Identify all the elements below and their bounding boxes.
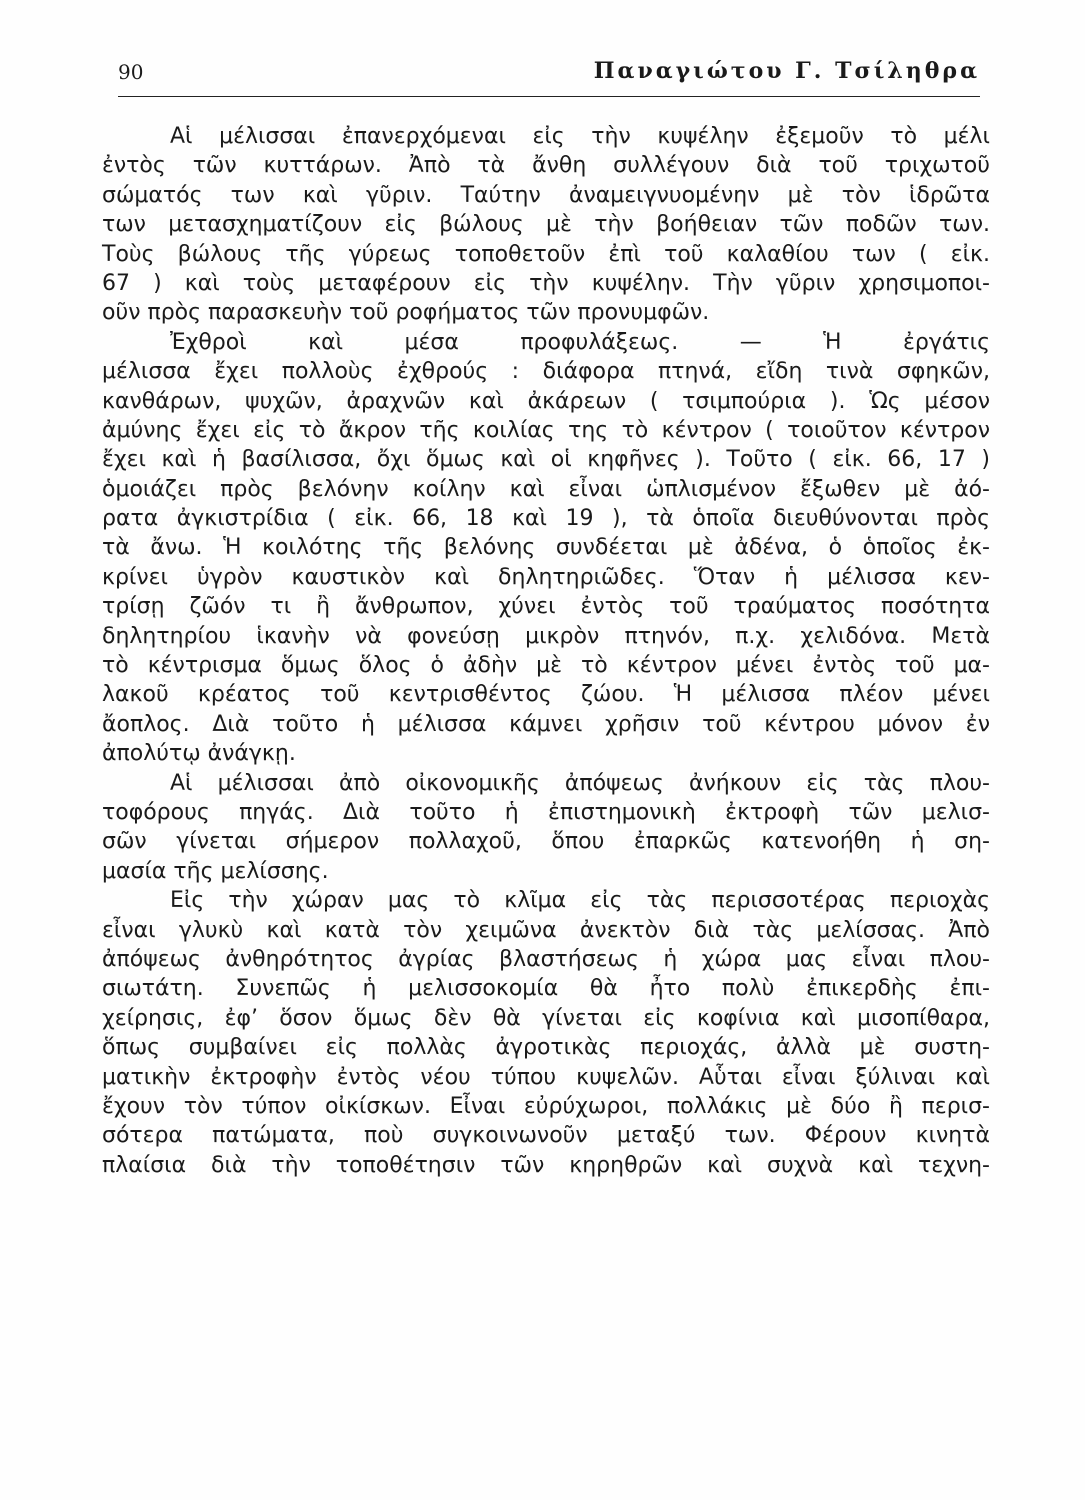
text-line: των μετασχηματίζουν εἰς βώλους μὲ τὴν βοήθειαν τῶν ποδῶν των.	[102, 212, 990, 238]
text-line: Τοὺς βώλους τῆς γύρεως τοποθετοῦν ἐπὶ τοῦ καλαθίου των ( εἰκ.	[102, 241, 990, 267]
text-line: σιωτάτη. Συνεπῶς ἡ μελισσοκομία θὰ ἦτο πολὺ ἐπικερδὴς ἐπι-	[102, 976, 990, 1002]
text-line: τὰ ἄνω. Ἡ κοιλότης τῆς βελόνης συνδέεται μὲ ἀδένα, ὁ ὁποῖος ἐκ-	[102, 535, 990, 561]
text-line: πλαίσια διὰ τὴν τοποθέτησιν τῶν κηρηθρῶν καὶ συχνὰ καὶ τεχνη-	[102, 1152, 990, 1178]
text-line: ἐντὸς τῶν κυττάρων. Ἀπὸ τὰ ἄνθη συλλέγουν διὰ τοῦ τριχωτοῦ	[102, 153, 990, 179]
text-line: ἀμύνης ἔχει εἰς τὸ ἄκρον τῆς κοιλίας της τὸ κέντρον ( τοιοῦτον κέντρον	[102, 417, 990, 443]
page-header	[118, 58, 980, 92]
text-line: ὁμοιάζει πρὸς βελόνην κοίλην καὶ εἶναι ὡπλισμένον ἔξωθεν μὲ ἀό-	[102, 476, 990, 502]
text-line: χείρησις, ἐφ’ ὅσον ὅμως δὲν θὰ γίνεται εἰς κοφίνια καὶ μισοπίθαρα,	[102, 1005, 990, 1031]
text-line: ἔχουν τὸν τύπον οἰκίσκων. Εἶναι εὐρύχωροι, πολλάκις μὲ δύο ἢ περισ-	[102, 1093, 990, 1119]
text-line: λακοῦ κρέατος τοῦ κεντρισθέντος ζώου. Ἡ μέλισσα πλέον μένει	[102, 682, 990, 708]
text-line: ἀπολύτῳ ἀνάγκῃ.	[102, 741, 296, 767]
text-line: ἀπόψεως ἀνθηρότητος ἀγρίας βλαστήσεως ἡ χώρα μας εἶναι πλου-	[102, 946, 990, 972]
body-text	[102, 122, 990, 1180]
section-heading-line: Ἐχθροὶ καὶ μέσα προφυλάξεως. — Ἡ ἐργάτις	[170, 329, 990, 355]
text-line: τοφόρους πηγάς. Διὰ τοῦτο ἡ ἐπιστημονικὴ ἐκτροφὴ τῶν μελισ-	[102, 799, 990, 825]
text-line: ρατα ἀγκιστρίδια ( εἰκ. 66, 18 καὶ 19 ), τὰ ὁποῖα διευθύνονται πρὸς	[102, 506, 990, 532]
text-line: μασία τῆς μελίσσης.	[102, 858, 329, 884]
running-title: Παναγιώτου Γ. Τσίληθρα	[593, 58, 980, 84]
text-line: Αἱ μέλισσαι ἀπὸ οἰκονομικῆς ἀπόψεως ἀνήκουν εἰς τὰς πλου-	[170, 770, 990, 796]
page-number: 90	[118, 60, 144, 84]
text-line: δηλητηρίου ἱκανὴν νὰ φονεύσῃ μικρὸν πτηνόν, π.χ. χελιδόνα. Μετὰ	[102, 623, 990, 649]
text-line: σῶν γίνεται σήμερον πολλαχοῦ, ὅπου ἐπαρκῶς κατενοήθη ἡ ση-	[102, 829, 990, 855]
text-line: ἄοπλος. Διὰ τοῦτο ἡ μέλισσα κάμνει χρῆσιν τοῦ κέντρου μόνον ἐν	[102, 711, 990, 737]
text-line: 67 ) καὶ τοὺς μεταφέρουν εἰς τὴν κυψέλην. Τὴν γῦριν χρησιμοποι-	[102, 270, 990, 296]
text-line: ματικὴν ἐκτροφὴν ἐντὸς νέου τύπου κυψελῶν. Αὗται εἶναι ξύλιναι καὶ	[102, 1064, 990, 1090]
text-line: τρίσῃ ζῶόν τι ἢ ἄνθρωπον, χύνει ἐντὸς τοῦ τραύματος ποσότητα	[102, 594, 990, 620]
header-rule	[118, 96, 980, 97]
paragraph-honey-and-pollen	[102, 122, 990, 328]
text-line: κανθάρων, ψυχῶν, ἀραχνῶν καὶ ἀκάρεων ( τσιμπούρια ). Ὡς μέσον	[102, 388, 990, 414]
text-line: Εἰς τὴν χώραν μας τὸ κλῖμα εἰς τὰς περισσοτέρας περιοχὰς	[170, 888, 990, 914]
text-line: οῦν πρὸς παρασκευὴν τοῦ ροφήματος τῶν προνυμφῶν.	[102, 300, 710, 326]
text-line: κρίνει ὑγρὸν καυστικὸν καὶ δηλητηριῶδες. Ὅταν ἡ μέλισσα κεν-	[102, 564, 990, 590]
text-line: Αἱ μέλισσαι ἐπανερχόμεναι εἰς τὴν κυψέλην ἐξεμοῦν τὸ μέλι	[170, 124, 990, 149]
text-line: τὸ κέντρισμα ὅμως ὅλος ὁ ἀδὴν μὲ τὸ κέντρον μένει ἐντὸς τοῦ μα-	[102, 653, 990, 679]
paragraph-economic-value	[102, 769, 990, 887]
paragraph-enemies-and-defense	[102, 328, 990, 769]
text-line: σότερα πατώματα, ποὺ συγκοινωνοῦν μεταξύ των. Φέρουν κινητὰ	[102, 1123, 990, 1149]
text-line: μέλισσα ἔχει πολλοὺς ἐχθρούς : διάφορα πτηνά, εἴδη τινὰ σφηκῶν,	[102, 359, 990, 385]
text-line: σώματός των καὶ γῦριν. Ταύτην ἀναμειγνυομένην μὲ τὸν ἱδρῶτα	[102, 182, 990, 208]
text-line: ὅπως συμβαίνει εἰς πολλὰς ἀγροτικὰς περιοχάς, ἀλλὰ μὲ συστη-	[102, 1035, 990, 1061]
paragraph-beekeeping-in-greece	[102, 886, 990, 1180]
text-line: εἶναι γλυκὺ καὶ κατὰ τὸν χειμῶνα ἀνεκτὸν διὰ τὰς μελίσσας. Ἀπὸ	[102, 917, 990, 943]
text-line: ἔχει καὶ ἡ βασίλισσα, ὄχι ὅμως καὶ οἱ κηφῆνες ). Τοῦτο ( εἰκ. 66, 17 )	[102, 447, 990, 473]
